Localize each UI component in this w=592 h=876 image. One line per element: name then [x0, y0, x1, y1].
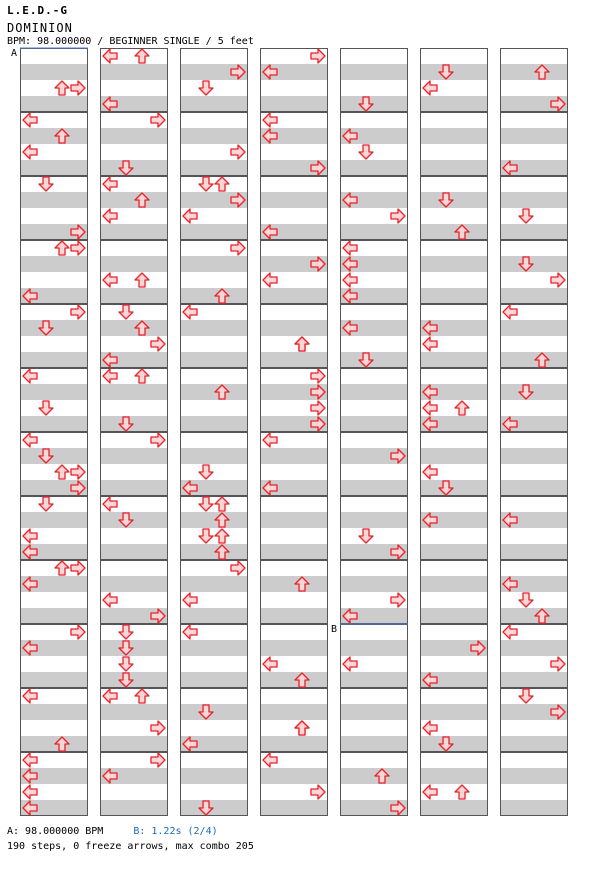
step-arrow-icon	[103, 689, 117, 703]
step-arrow-icon	[231, 561, 245, 575]
beat-stripe	[180, 608, 248, 624]
chart-column-0	[20, 49, 88, 817]
beat-stripe	[420, 192, 488, 208]
beat-stripe	[20, 96, 88, 112]
step-arrow-icon	[23, 369, 37, 383]
beat-stripe	[500, 64, 568, 80]
beat-stripe	[260, 672, 328, 688]
beat-stripe	[100, 416, 168, 432]
step-arrow-icon	[359, 529, 373, 543]
step-arrow-icon	[23, 145, 37, 159]
step-arrow-icon	[119, 657, 133, 671]
beat-stripe	[260, 736, 328, 752]
step-arrow-icon	[71, 465, 85, 479]
step-arrow-icon	[119, 625, 133, 639]
step-arrow-icon	[295, 337, 309, 351]
beat-stripe	[340, 672, 408, 688]
beat-stripe	[260, 576, 328, 592]
step-arrow-icon	[71, 241, 85, 255]
beat-stripe	[420, 704, 488, 720]
beat-stripe	[180, 640, 248, 656]
step-arrow-icon	[199, 529, 213, 543]
beat-stripe	[20, 736, 88, 752]
marker-b-label: B	[331, 624, 338, 635]
beat-stripe	[180, 544, 248, 560]
bpm-difficulty-line: BPM: 98.000000 / BEGINNER SINGLE / 5 feet	[7, 36, 254, 47]
beat-stripe	[100, 480, 168, 496]
beat-stripe	[100, 320, 168, 336]
beat-stripe	[420, 576, 488, 592]
beat-stripe	[100, 576, 168, 592]
beat-stripe	[500, 256, 568, 272]
step-arrow-icon	[199, 465, 213, 479]
beat-stripe	[500, 640, 568, 656]
beat-stripe	[420, 64, 488, 80]
beat-stripe	[20, 64, 88, 80]
beat-stripe	[180, 160, 248, 176]
beat-stripe	[500, 544, 568, 560]
beat-stripe	[180, 416, 248, 432]
step-arrow-icon	[23, 529, 37, 543]
step-arrow-icon	[503, 625, 517, 639]
beat-stripe	[500, 384, 568, 400]
step-arrow-icon	[311, 401, 325, 415]
beat-stripe	[20, 384, 88, 400]
step-arrow-icon	[55, 561, 69, 575]
beat-stripe	[100, 544, 168, 560]
step-arrow-icon	[199, 497, 213, 511]
step-arrow-icon	[423, 337, 437, 351]
beat-stripe	[500, 192, 568, 208]
beat-stripe	[340, 352, 408, 368]
step-arrow-icon	[519, 209, 533, 223]
beat-stripe	[100, 640, 168, 656]
beat-stripe	[420, 448, 488, 464]
beat-stripe	[100, 192, 168, 208]
beat-stripe	[100, 64, 168, 80]
beat-stripe	[420, 608, 488, 624]
beat-stripe	[100, 512, 168, 528]
step-arrow-icon	[423, 465, 437, 479]
step-summary: 190 steps, 0 freeze arrows, max combo 205	[7, 841, 254, 852]
beat-stripe	[100, 128, 168, 144]
beat-stripe	[340, 768, 408, 784]
step-arrow-icon	[263, 113, 277, 127]
beat-stripe	[260, 96, 328, 112]
step-arrow-icon	[71, 625, 85, 639]
step-arrow-icon	[55, 81, 69, 95]
beat-stripe	[20, 320, 88, 336]
step-arrow-icon	[199, 81, 213, 95]
step-arrow-icon	[135, 49, 149, 63]
step-arrow-icon	[103, 273, 117, 287]
step-arrow-icon	[55, 241, 69, 255]
beat-stripe	[20, 352, 88, 368]
beat-stripe	[260, 288, 328, 304]
step-arrow-icon	[135, 689, 149, 703]
chart-column-1	[100, 49, 168, 817]
step-arrow-icon	[151, 337, 165, 351]
step-arrow-icon	[311, 369, 325, 383]
beat-stripe	[180, 384, 248, 400]
beat-stripe	[340, 704, 408, 720]
step-arrow-icon	[71, 81, 85, 95]
legend-b: B: 1.22s (2/4)	[133, 826, 218, 837]
step-arrow-icon	[103, 177, 117, 191]
beat-stripe	[180, 96, 248, 112]
beat-stripe	[100, 672, 168, 688]
beat-stripe	[420, 800, 488, 816]
step-arrow-icon	[343, 273, 357, 287]
step-arrow-icon	[135, 369, 149, 383]
step-arrow-icon	[183, 593, 197, 607]
step-arrow-icon	[151, 113, 165, 127]
beat-stripe	[260, 704, 328, 720]
step-arrow-icon	[263, 657, 277, 671]
beat-stripe	[420, 160, 488, 176]
beat-stripe	[340, 736, 408, 752]
step-arrow-icon	[183, 209, 197, 223]
beat-stripe	[100, 256, 168, 272]
step-arrow-icon	[263, 273, 277, 287]
beat-stripe	[340, 96, 408, 112]
beat-stripe	[500, 320, 568, 336]
step-arrow-icon	[391, 209, 405, 223]
step-arrow-icon	[551, 273, 565, 287]
step-arrow-icon	[503, 305, 517, 319]
step-arrow-icon	[23, 785, 37, 799]
beat-stripe	[420, 256, 488, 272]
beat-stripe	[340, 512, 408, 528]
step-arrow-icon	[23, 113, 37, 127]
step-arrow-icon	[199, 177, 213, 191]
beat-stripe	[180, 448, 248, 464]
beat-stripe	[340, 224, 408, 240]
beat-stripe	[340, 640, 408, 656]
step-arrow-icon	[103, 49, 117, 63]
step-arrow-icon	[103, 369, 117, 383]
beat-stripe	[340, 576, 408, 592]
step-arrow-icon	[423, 401, 437, 415]
step-arrow-icon	[71, 561, 85, 575]
beat-stripe	[500, 672, 568, 688]
chart-column-2	[180, 49, 248, 817]
beat-stripe	[500, 224, 568, 240]
beat-stripe	[20, 672, 88, 688]
step-arrow-icon	[359, 145, 373, 159]
step-arrow-icon	[519, 689, 533, 703]
step-arrow-icon	[215, 177, 229, 191]
beat-stripe	[180, 256, 248, 272]
step-arrow-icon	[151, 433, 165, 447]
beat-stripe	[20, 448, 88, 464]
step-arrow-icon	[39, 401, 53, 415]
beat-stripe	[500, 608, 568, 624]
beat-stripe	[260, 640, 328, 656]
beat-stripe	[340, 416, 408, 432]
step-arrow-icon	[39, 497, 53, 511]
step-arrow-icon	[183, 625, 197, 639]
beat-stripe	[420, 480, 488, 496]
step-arrow-icon	[183, 305, 197, 319]
step-arrow-icon	[343, 241, 357, 255]
beat-stripe	[420, 544, 488, 560]
beat-stripe	[420, 96, 488, 112]
step-arrow-icon	[263, 753, 277, 767]
legend-a: A: 98.000000 BPM	[7, 826, 104, 837]
chart-column-6	[500, 49, 568, 817]
beat-stripe	[420, 224, 488, 240]
song-artist: L.E.D.-G	[7, 4, 68, 17]
beat-stripe	[100, 704, 168, 720]
beat-stripe	[340, 384, 408, 400]
beat-stripe	[180, 320, 248, 336]
beat-stripe	[180, 800, 248, 816]
beat-stripe	[420, 736, 488, 752]
beat-stripe	[180, 672, 248, 688]
beat-stripe	[180, 224, 248, 240]
beat-stripe	[340, 160, 408, 176]
beat-stripe	[420, 352, 488, 368]
step-arrow-icon	[103, 497, 117, 511]
step-arrow-icon	[295, 721, 309, 735]
step-arrow-icon	[135, 273, 149, 287]
beat-stripe	[500, 736, 568, 752]
step-arrow-icon	[455, 401, 469, 415]
step-arrow-icon	[103, 593, 117, 607]
step-arrow-icon	[519, 593, 533, 607]
beat-stripe	[500, 480, 568, 496]
step-arrow-icon	[423, 81, 437, 95]
step-arrow-icon	[343, 657, 357, 671]
step-arrow-icon	[455, 785, 469, 799]
chart-column-5	[420, 49, 488, 817]
beat-stripe	[180, 704, 248, 720]
beat-stripe	[260, 768, 328, 784]
step-arrow-icon	[55, 465, 69, 479]
step-arrow-icon	[391, 593, 405, 607]
beat-stripe	[500, 352, 568, 368]
step-arrow-icon	[311, 785, 325, 799]
step-arrow-icon	[23, 433, 37, 447]
song-title: DOMINION	[7, 21, 73, 35]
beat-stripe	[500, 800, 568, 816]
beat-stripe	[260, 544, 328, 560]
step-arrow-icon	[231, 145, 245, 159]
beat-stripe	[100, 160, 168, 176]
beat-stripe	[340, 64, 408, 80]
step-arrow-icon	[23, 753, 37, 767]
step-arrow-icon	[551, 657, 565, 671]
beat-stripe	[20, 160, 88, 176]
step-arrow-icon	[263, 433, 277, 447]
beat-stripe	[420, 288, 488, 304]
beat-stripe	[180, 768, 248, 784]
marker-a-label: A	[11, 48, 18, 59]
beat-stripe	[20, 416, 88, 432]
step-arrow-icon	[423, 721, 437, 735]
beat-stripe	[20, 704, 88, 720]
beat-stripe	[100, 736, 168, 752]
beat-stripe	[100, 384, 168, 400]
beat-stripe	[500, 288, 568, 304]
beat-stripe	[100, 800, 168, 816]
step-arrow-icon	[119, 305, 133, 319]
beat-stripe	[260, 512, 328, 528]
beat-stripe	[420, 768, 488, 784]
beat-stripe	[20, 608, 88, 624]
beat-stripe	[500, 448, 568, 464]
step-arrow-icon	[231, 241, 245, 255]
beat-stripe	[180, 128, 248, 144]
beat-stripe	[420, 128, 488, 144]
step-arrow-icon	[103, 209, 117, 223]
beat-stripe	[180, 288, 248, 304]
beat-stripe	[260, 352, 328, 368]
chart-column-3	[260, 49, 328, 817]
step-arrow-icon	[39, 177, 53, 191]
bpm-legend	[7, 826, 218, 838]
beat-stripe	[260, 800, 328, 816]
beat-stripe	[180, 512, 248, 528]
beat-stripe	[500, 128, 568, 144]
beat-stripe	[180, 352, 248, 368]
beat-stripe	[260, 608, 328, 624]
step-arrow-icon	[311, 49, 325, 63]
beat-stripe	[500, 768, 568, 784]
beat-stripe	[260, 448, 328, 464]
step-arrow-icon	[71, 305, 85, 319]
beat-stripe	[100, 288, 168, 304]
beat-stripe	[20, 128, 88, 144]
beat-stripe	[260, 320, 328, 336]
beat-stripe	[260, 192, 328, 208]
step-arrow-icon	[423, 785, 437, 799]
beat-stripe	[100, 448, 168, 464]
step-arrow-icon	[215, 529, 229, 543]
beat-stripe	[100, 224, 168, 240]
beat-stripe	[180, 576, 248, 592]
step-arrow-icon	[151, 721, 165, 735]
step-arrow-icon	[151, 753, 165, 767]
step-arrow-icon	[23, 689, 37, 703]
beat-stripe	[20, 192, 88, 208]
beat-stripe	[20, 512, 88, 528]
chart-column-4	[340, 49, 408, 817]
beat-stripe	[340, 480, 408, 496]
step-arrow-icon	[215, 497, 229, 511]
beat-stripe	[20, 256, 88, 272]
